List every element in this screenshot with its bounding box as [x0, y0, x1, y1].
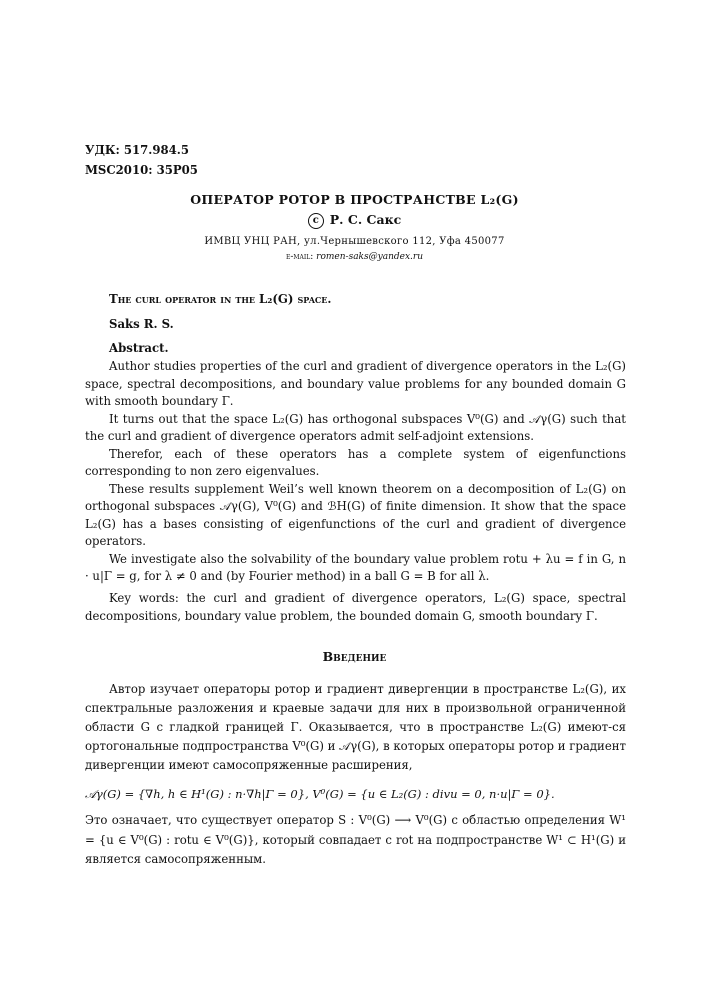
english-title: The curl operator in the L₂(G) space. — [109, 292, 332, 306]
intro-paragraph: Автор изучает операторы ротор и градиент дивергенции в пространстве L₂(G), их спектральные разложения и краевые задачи для них в произвольной ограниченной области G с гладкой границей Γ. Оказывается, что в пространстве L₂(G) имеют-ся ортогональные подпространства V⁰(G) и 𝒜γ(G), в которых операторы ротор и градиент дивергенции имеют самосопряженные расширения, — [85, 682, 626, 772]
english-author: Saks R. S. — [109, 317, 174, 331]
abstract-body — [85, 358, 626, 586]
email-label: e-mail: — [285, 252, 314, 262]
keywords: Key words: the curl and gradient of divergence operators, L₂(G) space, spectral decompositions, boundary value problem, the bounded domain G, smooth boundary Γ. — [85, 591, 626, 623]
section-heading-introduction: Введение — [322, 649, 387, 664]
intro-paragraph: Это означает, что существует оператор S : V⁰(G) ⟶ V⁰(G) с областью определения W¹ = {u ∈ V⁰(G) : rotu ∈ V⁰(G)}, который совпадает с rot на подпространстве W¹ ⊂ H¹(G) и является самосопряженным. — [85, 813, 626, 866]
abstract-paragraph: Author studies properties of the curl and gradient of divergence operators in the L₂(G) space, spectral decompositions, and boundary value problems for any bounded domain G with smooth boundary Γ. — [85, 359, 626, 408]
email-address[interactable]: romen-saks@yandex.ru — [316, 252, 424, 262]
subspace-formula: 𝒜γ(G) = {∇h, h ∈ H¹(G) : n·∇h|Γ = 0}, V⁰(G) = {u ∈ L₂(G) : divu = 0, n·u|Γ = 0}. — [85, 787, 555, 801]
abstract-paragraph: It turns out that the space L₂(G) has orthogonal subspaces V⁰(G) and 𝒜γ(G) such that the curl and gradient of divergence operators admit self-adjoint extensions. — [85, 411, 626, 443]
author-line — [0, 212, 709, 229]
affiliation: ИМВЦ УНЦ РАН, ул.Чернышевского 112, Уфа 450077 — [204, 236, 505, 247]
paper-title: ОПЕРАТОР РОТОР В ПРОСТРАНСТВЕ L₂(G) — [190, 192, 519, 207]
msc-code: MSC2010: 35P05 — [85, 163, 198, 177]
email-line — [0, 252, 709, 262]
abstract-heading: Abstract. — [109, 341, 169, 355]
copyright-icon: c — [308, 213, 324, 229]
abstract-paragraph: These results supplement Weil’s well known theorem on a decomposition of L₂(G) on orthogonal subspaces 𝒜γ(G), V⁰(G) and ℬH(G) of finite dimension. It show that the space L₂(G) has a bases consisting of eigenfunctions of the curl and gradient of divergence operators. — [85, 481, 626, 548]
author-name: Р. С. Сакс — [329, 212, 402, 227]
abstract-paragraph: Therefor, each of these operators has a complete system of eigenfunctions corresponding to non zero eigenvalues. — [85, 446, 626, 478]
abstract-paragraph: We investigate also the solvability of the boundary value problem rotu + λu = f in G, n · u|Γ = g, for λ ≠ 0 and (by Fourier method) in a ball G = B for all λ. — [85, 551, 626, 583]
udc-code: УДК: 517.984.5 — [85, 143, 189, 157]
